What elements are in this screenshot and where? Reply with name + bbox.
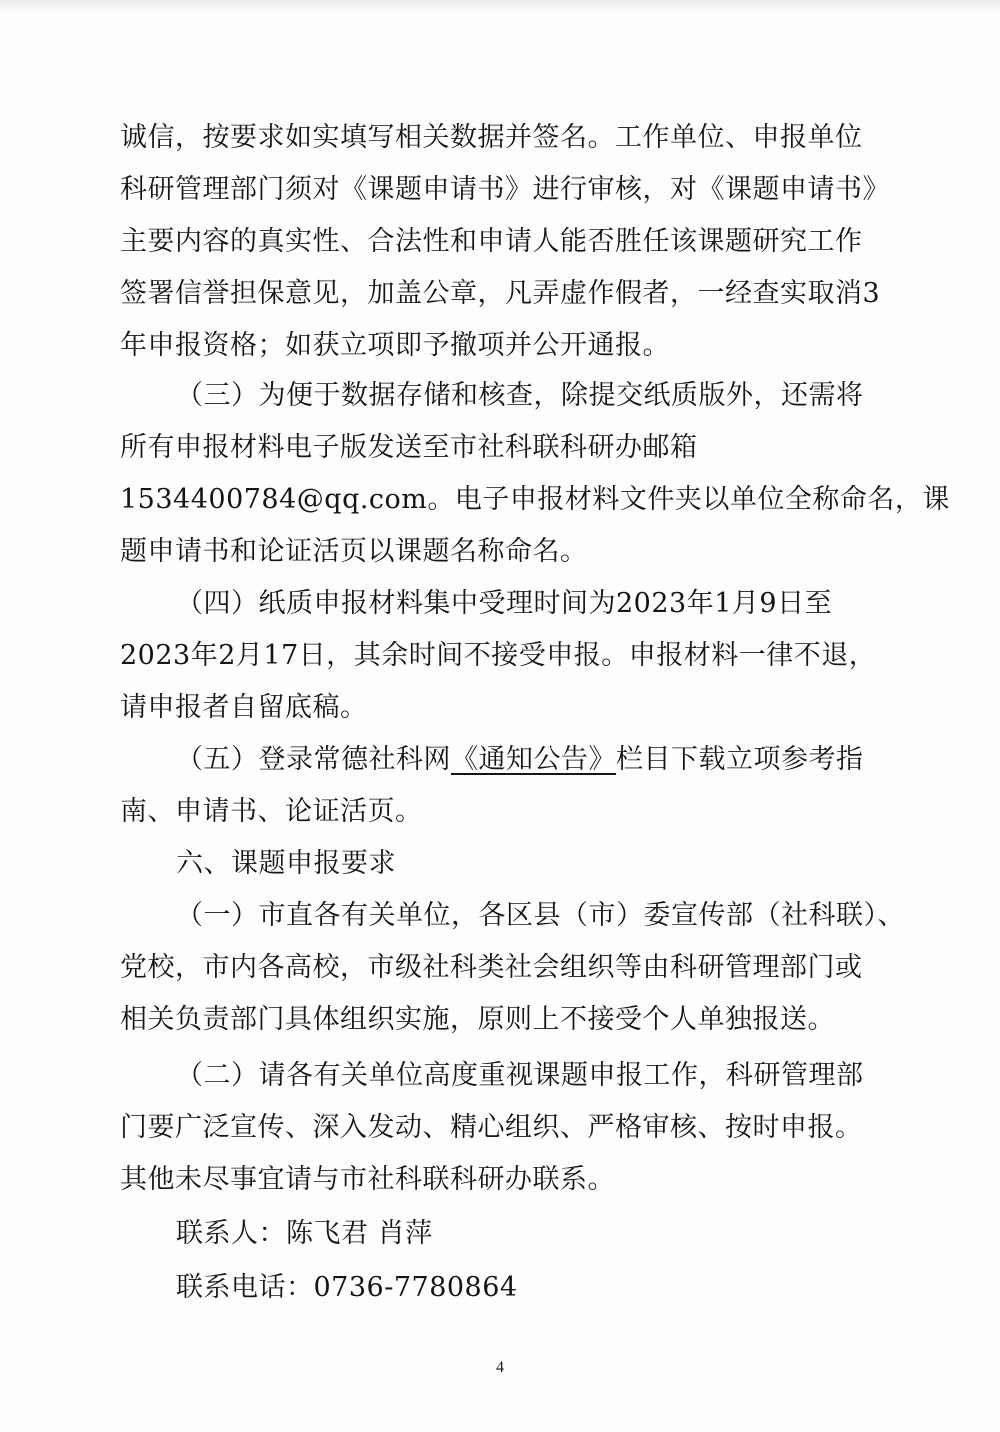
paragraph-4-line-2: 2023年2月17日，其余时间不接受申报。申报材料一律不退， [120,640,877,671]
requirement-2-line-1: （二）请各有关单位高度重视课题申报工作，科研管理部 [176,1060,864,1091]
requirement-1-line-3: 相关负责部门具体组织实施，原则上不接受个人单独报送。 [120,1004,835,1035]
requirement-2-line-2: 门要广泛宣传、深入发动、精心组织、严格审核、按时申报。 [120,1112,863,1143]
contact-phone: 联系电话：0736-7780864 [176,1272,518,1303]
body-line-1: 诚信，按要求如实填写相关数据并签名。工作单位、申报单位 [120,122,863,153]
page-top-shadow [0,0,1000,14]
paragraph-3-line-3: 1534400784@qq.com。电子申报材料文件夹以单位全称命名，课 [120,484,950,515]
notice-announcement-link[interactable]: 《通知公告》 [451,744,616,775]
requirement-1-line-1: （一）市直各有关单位，各区县（市）委宣传部（社科联）、 [176,900,905,931]
body-line-4: 签署信誉担保意见，加盖公章，凡弄虚作假者，一经查实取消3 [120,278,881,309]
page-number: 4 [496,1359,504,1376]
paragraph-3-line-2: 所有申报材料电子版发送至市社科联科研办邮箱 [120,432,698,463]
requirement-2-line-3: 其他未尽事宜请与市社科联科研办联系。 [120,1164,615,1195]
paragraph-4-line-3: 请申报者自留底稿。 [120,692,368,723]
body-line-2: 科研管理部门须对《课题申请书》进行审核，对《课题申请书》 [120,174,890,205]
notice-paragraph-line-1 [176,742,880,778]
paragraph-3-line-4: 题申请书和论证活页以课题名称命名。 [120,536,588,567]
contact-person: 联系人：陈飞君 肖萍 [176,1218,433,1249]
notice-text-before-link: （五）登录常德社科网 [176,744,451,775]
notice-text-after-link: 栏目下载立项参考指 [616,744,864,775]
body-line-3: 主要内容的真实性、合法性和申请人能否胜任该课题研究工作 [120,226,863,257]
paragraph-4-line-1: （四）纸质申报材料集中受理时间为2023年1月9日至 [176,588,833,619]
body-line-5: 年申报资格；如获立项即予撤项并公开通报。 [120,330,670,361]
section-heading: 六、课题申报要求 [176,848,396,879]
notice-paragraph-line-2: 南、申请书、论证活页。 [120,796,423,827]
paragraph-3-line-1: （三）为便于数据存储和核查，除提交纸质版外，还需将 [176,380,864,411]
requirement-1-line-2: 党校，市内各高校，市级社科类社会组织等由科研管理部门或 [120,952,863,983]
